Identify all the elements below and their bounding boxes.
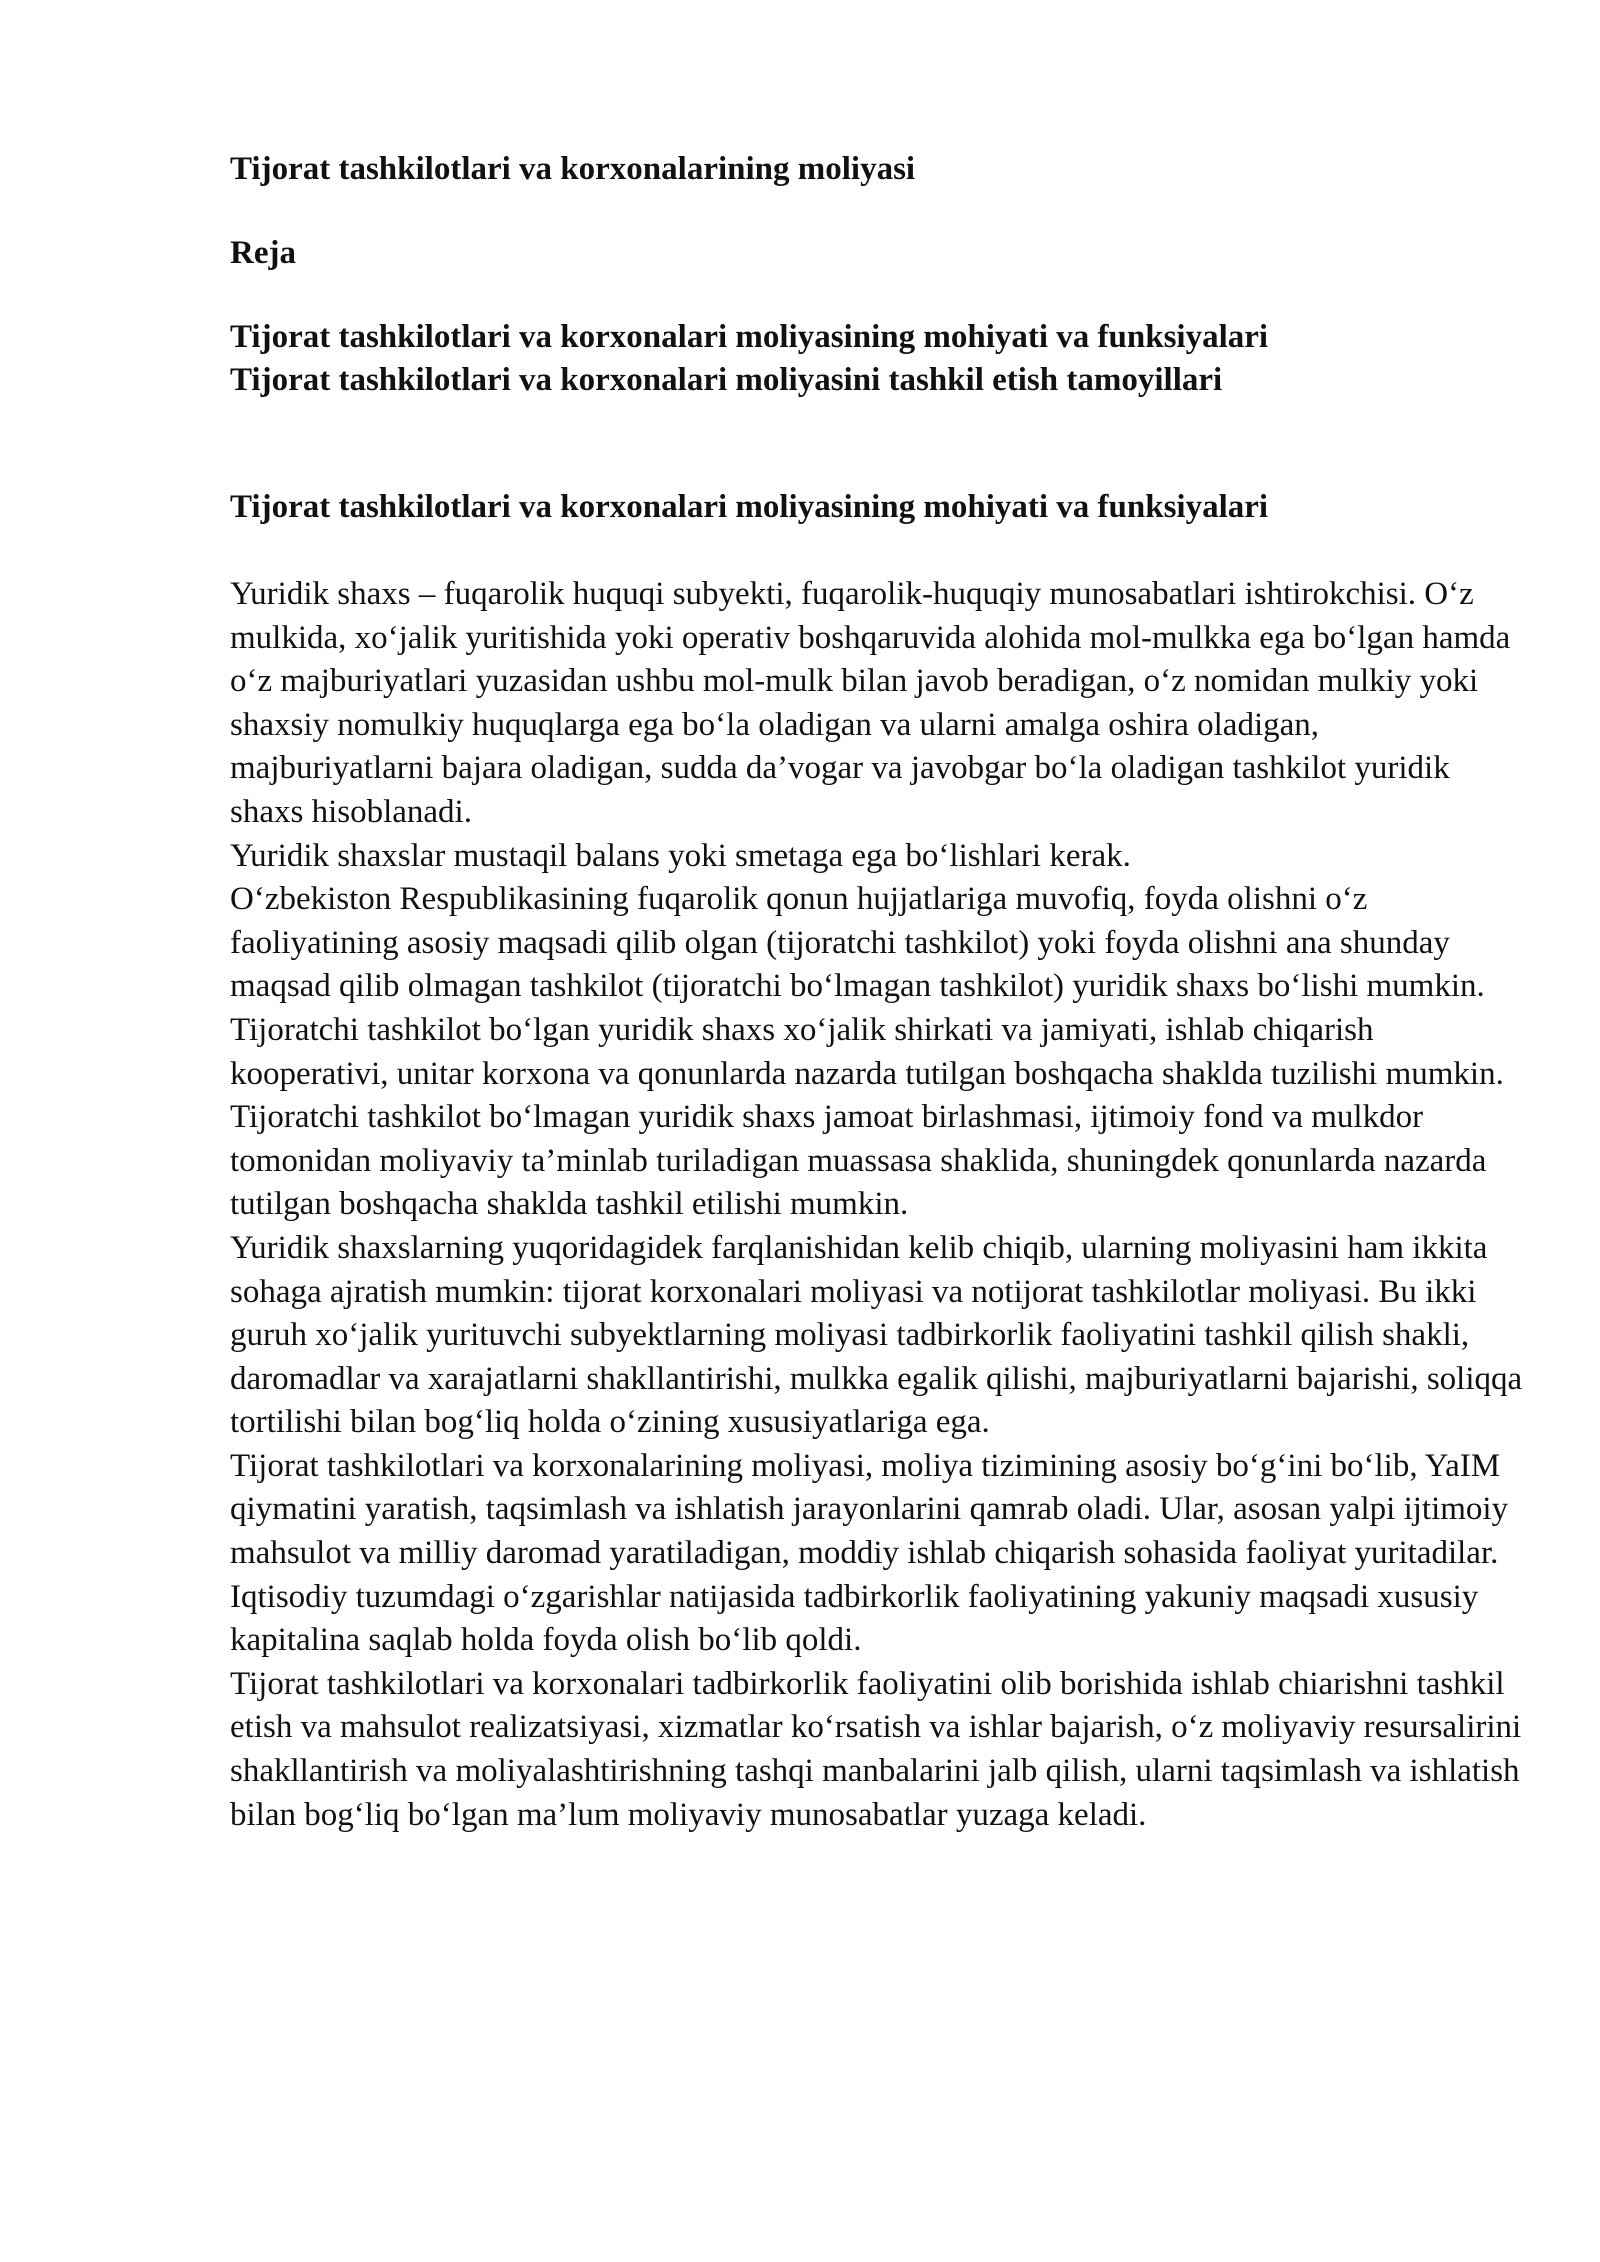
plan-item: Tijorat tashkilotlari va korxonalari moliyasini tashkil etish tamoyillari [230, 362, 1223, 398]
paragraph: Iqtisodiy tuzumdagi o‘zgarishlar natijasida tadbirkorlik faoliyatining yakuniy maqsadi xususiy kapitalina saqlab holda foyda olish bo‘lib qoldi. [230, 1578, 1479, 1659]
paragraph: Yuridik shaxslar mustaqil balans yoki smetaga ega bo‘lishlari kerak. [230, 837, 1131, 874]
paragraph: Tijorat tashkilotlari va korxonalari tadbirkorlik faoliyatini olib borishida ishlab chiarishni tashkil etish va mahsulot realizatsiyasi, xizmatlar ko‘rsatish va ishlar bajarish, o‘z moliyaviy resursalirini shakllantirish va moliyalashtirishning tashqi manbalarini jalb qilish, ularni taqsimlash va ishlatish bilan bog‘liq bo‘lgan ma’lum moliyaviy munosabatlar yuzaga keladi. [230, 1665, 1522, 1833]
body-text [230, 573, 1530, 1837]
paragraph: Tijoratchi tashkilot bo‘lgan yuridik shaxs xo‘jalik shirkati va jamiyati, ishlab chiqarish kooperativi, unitar korxona va qonunlarda nazarda tutilgan boshqacha shaklda tuzilishi mumkin. [230, 1011, 1504, 1092]
plan-list [230, 316, 1530, 402]
plan-label: Reja [230, 235, 296, 271]
document-content [230, 148, 1530, 1837]
paragraph: Yuridik shaxslarning yuqoridagidek farqlanishidan kelib chiqib, ularning moliyasini ham ikkita sohaga ajratish mumkin: tijorat korxonalari moliyasi va notijorat tashkilotlar moliyasi. Bu ikki guruh xo‘jalik yurituvchi subyektlarning moliyasi tadbirkorlik faoliyatini tashkil qilish shakli, daromadlar va xarajatlarni shakllantirishi, mulkka egalik qilishi, majburiyatlarni bajarishi, soliqqa tortilishi bilan bog‘liq holda o‘zining xususiyatlariga ega. [230, 1229, 1523, 1441]
plan-item: Tijorat tashkilotlari va korxonalari moliyasining mohiyati va funksiyalari [230, 319, 1269, 355]
section-heading: Tijorat tashkilotlari va korxonalari moliyasining mohiyati va funksiyalari [230, 489, 1269, 525]
paragraph: Tijoratchi tashkilot bo‘lmagan yuridik shaxs jamoat birlashmasi, ijtimoiy fond va mulkdor tomonidan moliyaviy ta’minlab turiladigan muassasa shaklida, shuningdek qonunlarda nazarda tutilgan boshqacha shaklda tashkil etilishi mumkin. [230, 1099, 1487, 1223]
paragraph: Tijorat tashkilotlari va korxonalarining moliyasi, moliya tizimining asosiy bo‘g‘ini bo‘lib, YaIM qiymatini yaratish, taqsimlash va ishlatish jarayonlarini qamrab oladi. Ular, asosan yalpi ijtimoiy mahsulot va milliy daromad yaratiladigan, moddiy ishlab chiqarish sohasida faoliyat yuritadilar. [230, 1447, 1509, 1572]
paragraph: Yuridik shaxs – fuqarolik huquqi subyekti, fuqarolik-huquqiy munosabatlari ishtirokchisi. O‘z mulkida, xo‘jalik yuritishida yoki operativ boshqaruvida alohida mol-mulkka ega bo‘lgan hamda o‘z majburiyatlari yuzasidan ushbu mol-mulk bilan javob beradigan, o‘z nomidan mulkiy yoki shaxsiy nomulkiy huquqlarga ega bo‘la oladigan va ularni amalga oshira oladigan, majburiyatlarni bajara oladigan, sudda da’vogar va javobgar bo‘la oladigan tashkilot yuridik shaxs hisoblanadi. [230, 576, 1511, 830]
paragraph: O‘zbekiston Respublikasining fuqarolik qonun hujjatlariga muvofiq, foyda olishni o‘z faoliyatining asosiy maqsadi qilib olgan (tijoratchi tashkilot) yoki foyda olishni ana shunday maqsad qilib olmagan tashkilot (tijoratchi bo‘lmagan tashkilot) yuridik shaxs bo‘lishi mumkin. [230, 881, 1485, 1005]
document-title: Tijorat tashkilotlari va korxonalarining moliyasi [230, 151, 916, 187]
